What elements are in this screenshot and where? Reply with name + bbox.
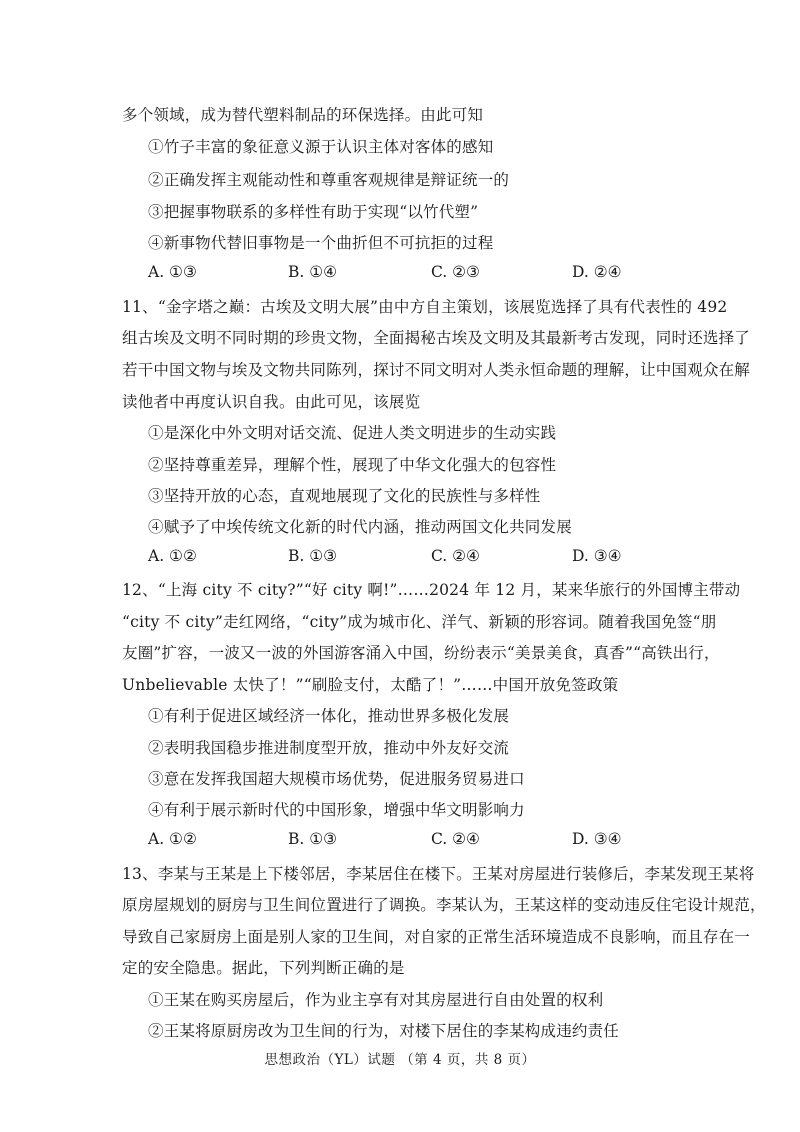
q12-stem-line-1: 12、“上海 city 不 city?”“好 city 啊!”……2024 年 12 月，某来华旅行的外国博主带动 <box>122 581 741 599</box>
q11-option-1: ①是深化中外文明对话交流、促进人类文明进步的生动实践 <box>148 424 557 442</box>
q10-choice-d: D. ②④ <box>572 263 622 281</box>
q10-option-3: ③把握事物联系的多样性有助于实现“以竹代塑” <box>148 203 479 221</box>
q11-option-3: ③坚持开放的心态，直观地展现了文化的民族性与多样性 <box>148 487 541 505</box>
q12-stem-line-3: 友圈”扩容，一波又一波的外国游客涌入中国，纷纷表示“美景美食，真香”“高铁出行， <box>122 644 720 662</box>
q12-option-2: ②表明我国稳步推进制度型开放，推动中外友好交流 <box>148 739 510 757</box>
q10-option-1: ①竹子丰富的象征意义源于认识主体对客体的感知 <box>148 138 494 156</box>
q11-choice-a: A. ①② <box>148 547 197 565</box>
q11-choice-b: B. ①③ <box>288 547 338 565</box>
q12-choice-d: D. ③④ <box>572 830 622 848</box>
q11-choice-d: D. ③④ <box>572 547 622 565</box>
q12-option-3: ③意在发挥我国超大规模市场优势，促进服务贸易进口 <box>148 770 525 788</box>
q13-option-1: ①王某在购买房屋后，作为业主享有对其房屋进行自由处置的权利 <box>148 991 604 1009</box>
q13-stem-line-4: 定的安全隐患。据此，下列判断正确的是 <box>122 959 405 977</box>
q13-stem-line-2: 原房屋规划的厨房与卫生间位置进行了调换。李某认为，王某这样的变动违反住宅设计规范， <box>122 896 766 914</box>
q10-stem: 多个领域，成为替代塑料制品的环保选择。由此可知 <box>122 106 484 124</box>
q11-option-4: ④赋予了中埃传统文化新的时代内涵，推动两国文化共同发展 <box>148 518 572 536</box>
q12-stem-line-2: “city 不 city”走红网络，“city”成为城市化、洋气、新颖的形容词。随着我国免签“朋 <box>122 613 717 631</box>
q10-choice-b: B. ①④ <box>288 263 338 281</box>
q12-option-4: ④有利于展示新时代的中国形象，增强中华文明影响力 <box>148 801 525 819</box>
q11-choice-c: C. ②④ <box>431 547 480 565</box>
q12-choice-c: C. ②④ <box>431 830 480 848</box>
q11-stem-line-1: 11、“金字塔之巅：古埃及文明大展”由中方自主策划，该展览选择了具有代表性的 492 <box>122 298 728 316</box>
q11-stem-line-4: 读他者中再度认识自我。由此可见，该展览 <box>122 393 421 411</box>
q12-choice-a: A. ①② <box>148 830 197 848</box>
q12-choice-b: B. ①③ <box>288 830 338 848</box>
q11-stem-line-3: 若干中国文物与埃及文物共同陈列，探讨不同文明对人类永恒命题的理解，让中国观众在解 <box>122 361 751 379</box>
q10-option-2: ②正确发挥主观能动性和尊重客观规律是辩证统一的 <box>148 171 510 189</box>
q11-option-2: ②坚持尊重差异，理解个性，展现了中华文化强大的包容性 <box>148 456 557 474</box>
page-footer: 思想政治（YL）试题 （第 4 页，共 8 页） <box>264 1052 536 1068</box>
q11-stem-line-2: 组古埃及文明不同时期的珍贵文物，全面揭秘古埃及文明及其最新考古发现，同时还选择了 <box>122 329 751 347</box>
q10-choice-a: A. ①③ <box>148 263 197 281</box>
q13-option-2: ②王某将原厨房改为卫生间的行为，对楼下居住的李某构成违约责任 <box>148 1022 620 1040</box>
q10-choice-c: C. ②③ <box>431 263 480 281</box>
q10-option-4: ④新事物代替旧事物是一个曲折但不可抗拒的过程 <box>148 234 494 252</box>
q12-option-1: ①有利于促进区域经济一体化，推动世界多极化发展 <box>148 707 510 725</box>
q13-stem-line-3: 导致自己家厨房上面是别人家的卫生间，对自家的正常生活环境造成不良影响，而且存在一 <box>122 928 751 946</box>
q12-stem-line-4: Unbelievable 太快了！”“刷脸支付，太酷了！”……中国开放免签政策 <box>122 676 619 694</box>
q13-stem-line-1: 13、李某与王某是上下楼邻居，李某居住在楼下。王某对房屋进行装修后，李某发现王某将 <box>122 865 755 883</box>
